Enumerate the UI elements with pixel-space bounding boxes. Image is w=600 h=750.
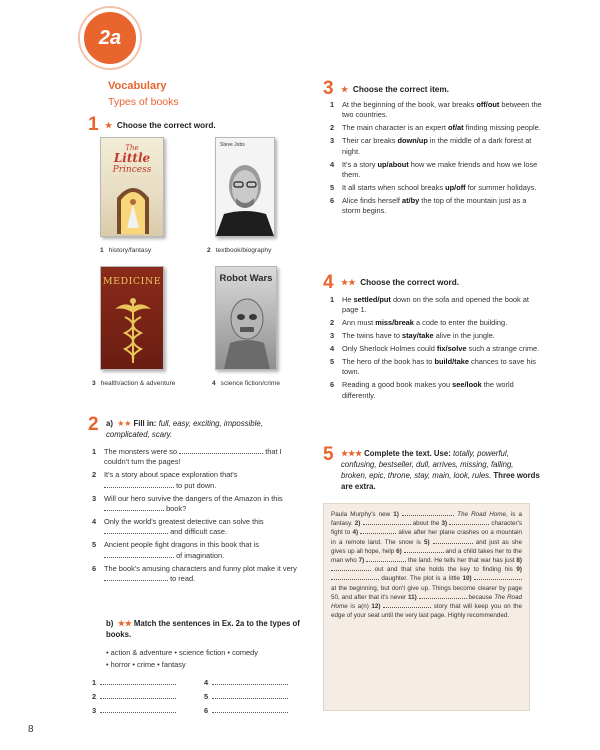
genres-line-2: • horror • crime • fantasy	[106, 660, 186, 669]
choice-option[interactable]: up/about	[377, 159, 409, 169]
list-item: 5 Ancient people fight dragons in this book that is of imagination.	[92, 540, 259, 560]
list-item: 4 Only Sherlock Holmes could fix/solve such a strange crime.	[330, 344, 540, 354]
answer-blank[interactable]	[104, 487, 174, 488]
choice-option[interactable]: miss/break	[375, 318, 414, 328]
choice-option[interactable]: up/off	[445, 182, 466, 192]
choice-option[interactable]: fix/solve	[436, 344, 467, 354]
exercise-3-heading	[341, 84, 449, 94]
book-cover-biography	[215, 137, 275, 237]
book-1-title-sub: Princess	[112, 165, 152, 175]
review-text-box: Paula Murphy's new 1) The Road Home, is a fantasy. 2) about the 3) character's fight to 4) alive after her plane crashes on a mountain in a remote land. The snow is 5) and just as she gives up all hope, help 6) and a child takes her to the man who 7) the land. He tells her that war has just 8) out and that she holds the key to finding his 9) daughter. The plot is a little 10) at the beginning, but don't give up. Things become clearer by page 50, and after that it's never 11) because The Road Home is a(n) 12) story that will keep you on the edge of your seat until the very last page. Highly recommended.	[323, 503, 530, 711]
exercise-4-instruction: Choose the correct word.	[360, 278, 459, 287]
exercise-5-note: Three words are extra.	[341, 471, 540, 491]
book-2-caption	[207, 247, 271, 254]
book-2-label: textbook/biography	[215, 247, 272, 254]
book-4-title: Robot Wars	[219, 273, 273, 284]
star-icon: ★★★	[341, 449, 362, 458]
exercise-5-number: 5	[323, 444, 334, 465]
list-item: 1 He settled/put down on the sofa and opened the book at page 1.	[330, 295, 529, 315]
book-1-label: history/fantasy	[108, 247, 152, 254]
star-icon: ★★	[117, 619, 132, 628]
list-item: 3 Will our hero survive the dangers of the Amazon in this book?	[92, 493, 283, 514]
book-4-number: 4	[212, 380, 216, 387]
match-row-3: 3	[92, 706, 176, 716]
book-2-title: Steve Jobs	[220, 142, 245, 148]
answer-blank[interactable]	[104, 580, 168, 581]
list-item: 2 It's a story about space exploration that's to put down.	[92, 470, 238, 490]
match-row-5: 5	[204, 692, 288, 702]
book-1-number: 1	[100, 247, 104, 254]
list-item: 1 At the beginning of the book, war breaks off/out between the two countries.	[330, 100, 542, 120]
exercise-1-number: 1	[88, 114, 99, 135]
book-title-italic: The Road Home	[457, 511, 507, 518]
answer-blank[interactable]	[212, 698, 288, 699]
book-1-title-main: Little	[113, 151, 151, 165]
exercise-3-number: 3	[323, 78, 334, 99]
gap-number: 9)	[516, 566, 522, 574]
answer-blank[interactable]	[104, 533, 168, 534]
caduceus-illustration	[113, 295, 153, 365]
answer-blank[interactable]	[419, 598, 467, 599]
gap-number: 1)	[393, 511, 399, 518]
book-cover-little-princess	[100, 137, 164, 237]
unit-badge	[80, 8, 140, 68]
list-item: 5 The hero of the book has to build/take chances to save his town.	[330, 357, 536, 377]
exercise-1-instruction: Choose the correct word.	[116, 121, 216, 130]
answer-blank[interactable]	[104, 557, 174, 558]
gap-number: 6)	[396, 547, 402, 555]
answer-blank[interactable]	[104, 510, 164, 511]
book-3-label: health/action & adventure	[100, 380, 176, 387]
exercise-5-heading	[341, 448, 541, 492]
list-item: 5 It all starts when school breaks up/off for summer holidays.	[330, 182, 537, 192]
genres-line-1: • action & adventure • science fiction • comedy	[106, 648, 258, 657]
answer-blank[interactable]	[366, 561, 406, 562]
answer-blank[interactable]	[179, 453, 263, 454]
book-title-italic: The Road Home	[331, 593, 522, 611]
answer-blank[interactable]	[402, 515, 454, 516]
book-cover-medicine	[100, 266, 164, 370]
star-icon: ★★	[117, 419, 132, 428]
gap-number: 8)	[516, 557, 523, 565]
match-row-2: 2	[92, 692, 176, 702]
gap-number: 7)	[358, 557, 365, 565]
exercise-2-number: 2	[88, 414, 99, 435]
girl-window-illustration	[115, 182, 151, 234]
list-item: 2 Ann must miss/break a code to enter the building.	[330, 318, 508, 328]
exercise-3-list	[330, 100, 542, 219]
page-number: 8	[28, 724, 34, 735]
list-item: 4 It's a story up/about how we make friends and how we lose them.	[330, 159, 538, 179]
answer-blank[interactable]	[100, 684, 176, 685]
answer-blank[interactable]	[360, 533, 396, 534]
choice-option[interactable]: settled/put	[353, 295, 391, 304]
portrait-illustration	[216, 152, 274, 236]
exercise-3-instruction: Choose the correct item.	[352, 85, 449, 94]
exercise-2b-letter: b)	[106, 619, 114, 628]
exercise-2a-list	[92, 447, 304, 587]
list-item: 3 The twins have to stay/take alive in the jungle.	[330, 331, 495, 341]
list-item: 6 Alice finds herself at/by the top of the mountain just as a storm begins.	[330, 195, 527, 216]
match-row-4: 4	[204, 678, 288, 688]
answer-blank[interactable]	[404, 552, 444, 553]
book-4-label: science fiction/crime	[220, 380, 281, 387]
answer-blank[interactable]	[433, 543, 473, 544]
gap-number: 2)	[354, 520, 361, 528]
choice-option[interactable]: build/take	[434, 357, 469, 367]
book-3-title: MEDICINE	[102, 276, 162, 287]
exercise-5-words: totally, powerful, confusing, bestseller, dull, arrives, missing, falling, broken, epic, throne, stay, main, look, rules.	[341, 449, 514, 480]
star-icon: ★	[341, 85, 349, 94]
book-1-title-top: The	[125, 144, 139, 152]
book-3-number: 3	[92, 380, 96, 387]
match-row-6: 6	[204, 706, 288, 716]
answer-blank[interactable]	[383, 607, 431, 608]
book-cover-robot-wars	[215, 266, 277, 370]
gap-number: 5)	[424, 538, 430, 546]
match-row-1: 1	[92, 678, 176, 688]
list-item: 2 The main character is an expert of/at finding missing people.	[330, 123, 541, 133]
gap-number: 12)	[371, 603, 381, 611]
book-2-number: 2	[207, 247, 211, 254]
gap-number: 3)	[441, 520, 448, 528]
list-item: 1 The monsters were so that I couldn't turn the pages!	[92, 447, 282, 467]
exercise-2b-instruction: Match the sentences in Ex. 2a to the types of books.	[106, 619, 300, 639]
star-icon: ★★	[341, 278, 356, 287]
list-item: 4 Only the world's greatest detective can solve this and difficult case.	[92, 516, 264, 537]
gap-number: 4)	[352, 529, 359, 537]
exercise-4-list	[330, 295, 542, 404]
exercise-2b-heading	[106, 618, 306, 640]
book-3-caption	[92, 380, 175, 387]
exercise-4-heading	[341, 277, 459, 287]
answer-blank[interactable]	[474, 579, 522, 580]
list-item: 6 The book's amusing characters and funny plot make it very to read.	[92, 563, 297, 583]
section-subtitle: Types of books	[108, 96, 179, 108]
gap-number: 11)	[407, 593, 417, 601]
answer-blank[interactable]	[100, 712, 176, 713]
section-title: Vocabulary	[108, 80, 167, 92]
answer-blank[interactable]	[100, 698, 176, 699]
exercise-4-number: 4	[323, 272, 334, 293]
choice-option[interactable]: of/at	[447, 123, 464, 133]
exercise-5-instruction: Complete the text. Use:	[364, 449, 451, 458]
exercise-1-heading	[105, 120, 216, 130]
answer-blank[interactable]	[212, 712, 288, 713]
choice-option[interactable]: at/by	[401, 195, 420, 205]
answer-blank[interactable]	[449, 524, 489, 525]
unit-badge-label: 2a	[98, 26, 122, 49]
exercise-2a-words: full, easy, exciting, impossible, complicated, scary.	[106, 419, 263, 439]
answer-blank[interactable]	[212, 684, 288, 685]
exercise-2a-letter: a)	[106, 419, 113, 428]
choice-option[interactable]: stay/take	[401, 331, 434, 341]
choice-option[interactable]: off/out	[476, 100, 500, 109]
gap-number: 10)	[462, 575, 472, 583]
exercise-2a-instruction: Fill in:	[133, 419, 157, 428]
star-icon: ★	[105, 121, 113, 130]
robot-illustration	[220, 291, 274, 369]
choice-option[interactable]: down/up	[397, 136, 428, 146]
book-1-caption	[100, 247, 151, 254]
choice-option[interactable]: see/look	[452, 380, 482, 390]
book-4-caption	[212, 380, 280, 387]
answer-blank[interactable]	[331, 570, 371, 571]
answer-blank[interactable]	[363, 524, 411, 525]
exercise-2a-heading	[106, 418, 306, 440]
list-item: 6 Reading a good book makes you see/look the world differently.	[330, 380, 514, 400]
list-item: 3 Their car breaks down/up in the middle of a dark forest at night.	[330, 136, 532, 156]
answer-blank[interactable]	[331, 579, 379, 580]
